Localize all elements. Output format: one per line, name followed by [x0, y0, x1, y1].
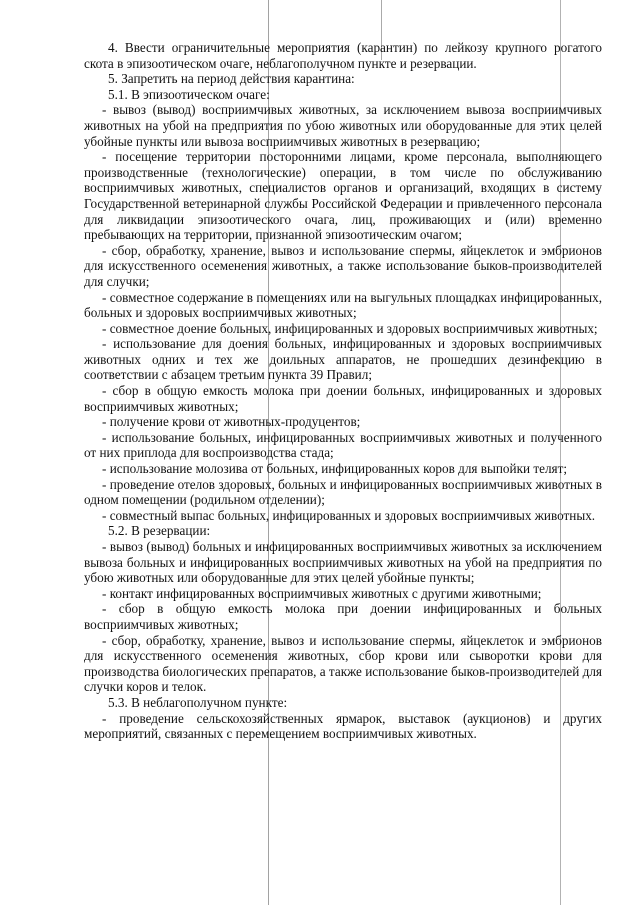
list-item: - использование молозива от больных, инфицированных коров для выпойки телят;	[102, 461, 568, 477]
paragraph-4: 4. Ввести ограничительные мероприятия (карантин) по лейкозу крупного рогатого скота в эпизоотическом очаге, неблагополучном пункте и резервации.	[84, 40, 602, 71]
list-item: - использование для доения больных, инфицированных и здоровых восприимчивых животных одних и тех же доильных аппаратов, не прошедших дезинфекцию в соответствии с абзацем третьим пункта 39 Правил;	[84, 336, 602, 383]
list-item: - контакт инфицированных восприимчивых животных с другими животными;	[102, 585, 542, 601]
list-item: - проведение отелов здоровых, больных и инфицированных восприимчивых животных в одном помещении (родильном отделении);	[84, 476, 602, 508]
document-body	[84, 40, 602, 742]
list-item: - совместное содержание в помещениях или на выгульных площадках инфицированных, больных и здоровых восприимчивых животных;	[84, 289, 602, 321]
list-item: - использование больных, инфицированных восприимчивых животных и полученного от них приплода для воспроизводства стада;	[84, 429, 602, 461]
list-item: - сбор в общую емкость молока при доении больных, инфицированных и здоровых восприимчивых животных;	[84, 383, 602, 414]
list-item: - посещение территории посторонними лицами, кроме персонала, выполняющего производственные (технологические) операции, в том числе по обслуживанию восприимчивых животных, специалистов органов и организаций, входящих в систему Государственной ветеринарной службы Российской Федерации и привлеченного персонала для ликвидации эпизоотического очага, лиц, проживающих и (или) временно пребывающих на территории, признанной эпизоотическим очагом;	[84, 149, 602, 243]
subheading-5-2: 5.2. В резервации:	[108, 523, 211, 539]
list-item: - совместный выпас больных, инфицированных и здоровых восприимчивых животных.	[102, 507, 596, 523]
list-item: - сбор, обработку, хранение, вывоз и использование спермы, яйцеклеток и эмбрионов для искусственного осеменения животных, а также использование быков-производителей для случки;	[84, 242, 602, 289]
list-item: - проведение сельскохозяйственных ярмарок, выставок (аукционов) и других мероприятий, связанных с перемещением восприимчивых животных.	[84, 710, 602, 742]
paragraph-5: 5. Запретить на период действия карантина:	[108, 71, 355, 87]
list-item: - сбор, обработку, хранение, вывоз и использование спермы, яйцеклеток и эмбрионов для искусственного осеменения животных, сбор крови или сыворотки крови для производства биологических препаратов, а также использование быков-производителей для случки коров и телок.	[84, 632, 602, 695]
list-item: - вывоз (вывод) больных и инфицированных восприимчивых животных за исключением вывоза больных и инфицированных восприимчивых животных на убой на предприятия по убою животных или оборудованные для этих целей убойные пункты;	[84, 539, 602, 586]
list-item: - совместное доение больных, инфицированных и здоровых восприимчивых животных;	[102, 320, 598, 336]
list-item: - вывоз (вывод) восприимчивых животных, за исключением вывоза восприимчивых животных на убой на предприятия по убою животных или оборудованные для этих целей убойные пункты или вывоза восприимчивых животных в резервацию;	[84, 102, 602, 149]
list-item: - сбор в общую емкость молока при доении инфицированных и больных восприимчивых животных;	[84, 601, 602, 632]
list-item: - получение крови от животных-продуцентов;	[102, 414, 361, 430]
subheading-5-3: 5.3. В неблагополучном пункте:	[108, 694, 288, 710]
subheading-5-1: 5.1. В эпизоотическом очаге:	[108, 86, 270, 102]
